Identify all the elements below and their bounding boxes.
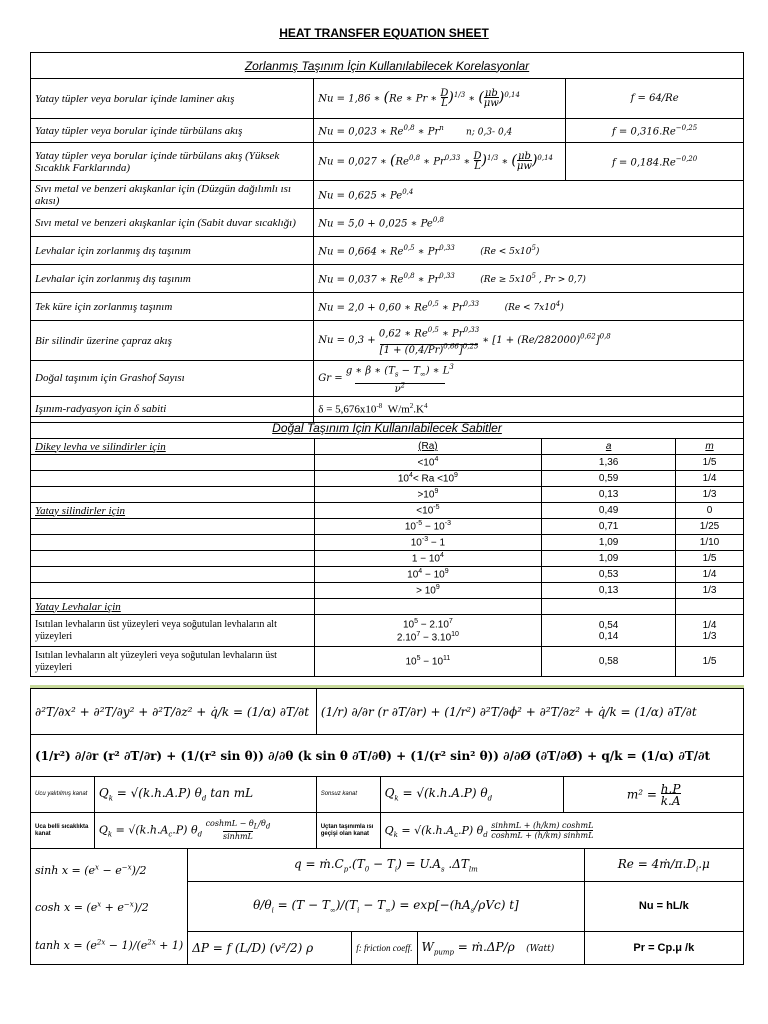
forced-convection-table: [30, 52, 744, 423]
section2-header: Doğal Taşınım İçin Kullanılabilecek Sabitler: [31, 417, 744, 439]
col-ra: (Ra): [314, 439, 542, 455]
turbulent-nu-eq: Nu = 0,023 ∗ Re$^{0,8}$ ∗ Pr$^n$ n; 0,3- 0,4: [314, 119, 566, 143]
re-eq: $Re = 4ṁ/\pi.D_i.\mu$: [584, 849, 743, 882]
row-label: Yatay tüpler veya borular içinde türbülans akış (Yüksek Sıcaklık Farklarında): [31, 143, 314, 181]
ra-cell: $10^5 - 10^{11}$: [314, 647, 542, 677]
section1-header: Zorlanmış Taşınım İçin Kullanılabilecek Korelasyonlar: [31, 53, 744, 79]
w-pump-eq: $W_{pump}$ = ṁ.ΔP/ρ (Watt): [417, 932, 584, 965]
m-cell: 1/3: [676, 487, 744, 503]
a-cell: 0,54 0,14: [542, 615, 676, 647]
ra-cell: $<10^4$: [314, 455, 542, 471]
sinh-eq: $\sinh x = (e^x - e^{-x})/2$: [35, 863, 147, 877]
m-cell: 1/5: [676, 647, 744, 677]
fin1-eq: $Q_k = √(k.h.A.P)$ $\theta_d$ tan mL: [94, 777, 316, 813]
q-eq: $q = ṁ.C_p.(T_0 - T_i) = U.A_s$ $.\Delta T_{lm}$: [188, 849, 584, 882]
tanh-eq: $\tanh x = (e^{2x} - 1)/(e^{2x} + 1)$: [35, 938, 184, 952]
m-cell: 1/3: [676, 583, 744, 599]
fin1-label: Ucu yalıtılmış kanat: [31, 777, 95, 813]
row-label: Bir silindir üzerine çapraz akış: [31, 321, 314, 361]
ra-cell: $>10^9$: [314, 487, 542, 503]
group-label: Dikey levha ve silindirler için: [31, 439, 315, 455]
friction-note: f: friction coeff.: [352, 932, 417, 965]
a-cell: 0,49: [542, 503, 676, 519]
stefan-boltzmann-eq: $\delta = 5,676x10^{-8}$ $W/m^2.K^4$: [314, 396, 744, 422]
ra-cell: > $10^9$: [314, 583, 542, 599]
row-label: Işınım-radyasyon için δ sabiti: [31, 396, 314, 422]
hyperbolic-functions: [31, 849, 188, 965]
a-cell: 0,53: [542, 567, 676, 583]
ra-cell: $10^{-5} - 10^{-3}$: [314, 519, 542, 535]
sphere-eq: Nu = 2,0 + 0,60 ∗ Re$^{0,5}$ ∗ Pr$^{0,33}$ $(Re < 7x10^4)$: [314, 293, 744, 321]
fin2-label: Sonsuz kanat: [316, 777, 380, 813]
m-cell: 1/4: [676, 471, 744, 487]
a-cell: 1,36: [542, 455, 676, 471]
row-label: Sıvı metal ve benzeri akışkanlar için (Düzgün dağılımlı ısı akısı): [31, 181, 314, 209]
liquid-metal-wall-eq: Nu = 5,0 + 0,025 ∗ Pe$^{0,8}$: [314, 209, 744, 237]
fin4-eq: $Q_k = √(k.h.A_c.P)$ $\theta_d$ sinhmL + (h/km) coshmL coshmL + (h/km) sinhmL: [380, 813, 743, 849]
a-cell: 0,13: [542, 583, 676, 599]
plate-turbulent-eq: Nu = 0,037 ∗ Re$^{0,8}$ ∗ Pr$^{0,33}$ ($Re \ge 5x10^5$ , Pr > 0,7): [314, 265, 744, 293]
natural-convection-table: [30, 416, 744, 677]
nu-eq: Nu = hL/k: [584, 881, 743, 931]
sheet-title: HEAT TRANSFER EQUATION SHEET: [279, 26, 489, 40]
a-cell: 0,71: [542, 519, 676, 535]
row-label: Levhalar için zorlanmış dış taşınım: [31, 237, 314, 265]
group-label: Yatay silindirler için: [31, 503, 315, 519]
row-label: Tek küre için zorlanmış taşınım: [31, 293, 314, 321]
a-cell: 1,09: [542, 535, 676, 551]
row-label: Levhalar için zorlanmış dış taşınım: [31, 265, 314, 293]
a-cell: 0,13: [542, 487, 676, 503]
dp-eq: ΔP = f (L/D) (v²/2) ρ: [188, 932, 352, 965]
ra-cell: $10^5 - 2.10^7$ $2.10^7 - 3.10^{10}$: [314, 615, 542, 647]
spherical-heat-eq: (1/r²) ∂/∂r (r² ∂T/∂r) + (1/(r² sin θ)) ∂/∂θ (k sin θ ∂T/∂θ) + (1/(r² sin² θ)) ∂/∂Ø (∂T/∂Ø) + q/k = (1/α) ∂T/∂t: [31, 735, 744, 777]
laminar-friction: f = 64/Re: [566, 79, 744, 119]
cosh-eq: $\cosh x = (e^x + e^{-x})/2$: [35, 900, 149, 915]
a-cell: 0,58: [542, 647, 676, 677]
a-cell: 1,09: [542, 551, 676, 567]
col-m: m: [676, 439, 744, 455]
laminar-nu-eq: Nu = 1,86 ∗ (Re ∗ Pr ∗ D L)$^{1/3}$ ∗ (μb μw)$^{0,14}$: [314, 79, 566, 119]
cylindrical-heat-eq: (1/r) ∂/∂r (r ∂T/∂r) + (1/r²) ∂²T/∂ϕ² + ∂²T/∂z² + q̇/k = (1/α) ∂T/∂t: [316, 689, 743, 735]
turbulent-friction: $f = 0,316.Re^{-0,25}$: [566, 119, 744, 143]
turbulent-high-dt-eq: Nu = 0,027 ∗ (Re$^{0,8}$ ∗ Pr$^{0,33}$ ∗ D L)$^{1/3}$ ∗ (μb μw)$^{0,14}$: [314, 143, 566, 181]
group-label: Yatay Levhalar için: [31, 599, 315, 615]
turbulent-high-dt-friction: $f = 0,184.Re^{-0,20}$: [566, 143, 744, 181]
m-cell: 1/5: [676, 551, 744, 567]
ra-cell: $10^{-3} - 1$: [314, 535, 542, 551]
fin2-eq: $Q_k = √(k.h.A.P)$ $\theta_d$: [380, 777, 564, 813]
row-label: Sıvı metal ve benzeri akışkanlar için (Sabit duvar sıcaklığı): [31, 209, 314, 237]
m-cell: 0: [676, 503, 744, 519]
ra-cell: $10^4< Ra <10^9$: [314, 471, 542, 487]
plate-laminar-eq: Nu = 0,664 ∗ Re$^{0,5}$ ∗ Pr$^{0,33}$ $(Re < 5x10^5)$: [314, 237, 744, 265]
row-label: Yatay tüpler veya borular içinde türbülans akış: [31, 119, 314, 143]
theta-eq: $\theta/\theta_i = (T - T_\infty)/(T_i - T_\infty) = \exp[-(hA_s/\rho Vc)$ t]: [188, 881, 584, 931]
fin3-eq: $Q_k = √(k.h.A_c.P)$ $\theta_d$ coshmL − $\theta_L/\theta_d$ sinhmL: [94, 813, 316, 849]
fin3-label: Uca belli sıcaklıkta kanat: [31, 813, 95, 849]
equations-table: [30, 688, 744, 777]
misc-table: [30, 848, 744, 965]
m-cell: 1/4: [676, 567, 744, 583]
m-cell: 1/10: [676, 535, 744, 551]
fin-table: [30, 776, 744, 849]
col-a: a: [542, 439, 676, 455]
cartesian-heat-eq: ∂²T/∂x² + ∂²T/∂y² + ∂²T/∂z² + q̇/k = (1/α) ∂T/∂t: [31, 689, 317, 735]
grashof-eq: Gr = g ∗ β ∗ $(T_s - T_\infty)$ ∗ $L^3$ $\nu^2$: [314, 361, 744, 397]
pr-eq: Pr = Cp.μ /k: [584, 932, 743, 965]
m-cell: 1/4 1/3: [676, 615, 744, 647]
row-label: Yatay tüpler veya borular içinde laminer akış: [31, 79, 314, 119]
row-label: Doğal taşınım için Grashof Sayısı: [31, 361, 314, 397]
m-cell: 1/5: [676, 455, 744, 471]
cylinder-crossflow-eq: Nu = 0,3 + 0,62 ∗ Re$^{0,5}$ ∗ Pr$^{0,33}$ $[1 + (0,4/Pr)^{0,66}]^{0,25}$ ∗ $[1 + (Re/282000)^{0,62}]^{0,8}$: [314, 321, 744, 361]
m-cell: 1/25: [676, 519, 744, 535]
m-eq: m² = h.P k.A: [564, 777, 744, 813]
row-label: Isıtılan levhaların alt yüzeyleri veya soğutulan levhaların üst yüzeyleri: [31, 647, 315, 677]
a-cell: 0,59: [542, 471, 676, 487]
ra-cell: $10^4 - 10^9$: [314, 567, 542, 583]
liquid-metal-flux-eq: Nu = 0,625 ∗ Pe$^{0,4}$: [314, 181, 744, 209]
row-label: Isıtılan levhaların üst yüzeyleri veya soğutulan levhaların alt yüzeyleri: [31, 615, 315, 647]
ra-cell: $<10^{-5}$: [314, 503, 542, 519]
ra-cell: $1 - 10^4$: [314, 551, 542, 567]
fin4-label: Uçtan taşınımla ısı geçişi olan kanat: [316, 813, 380, 849]
